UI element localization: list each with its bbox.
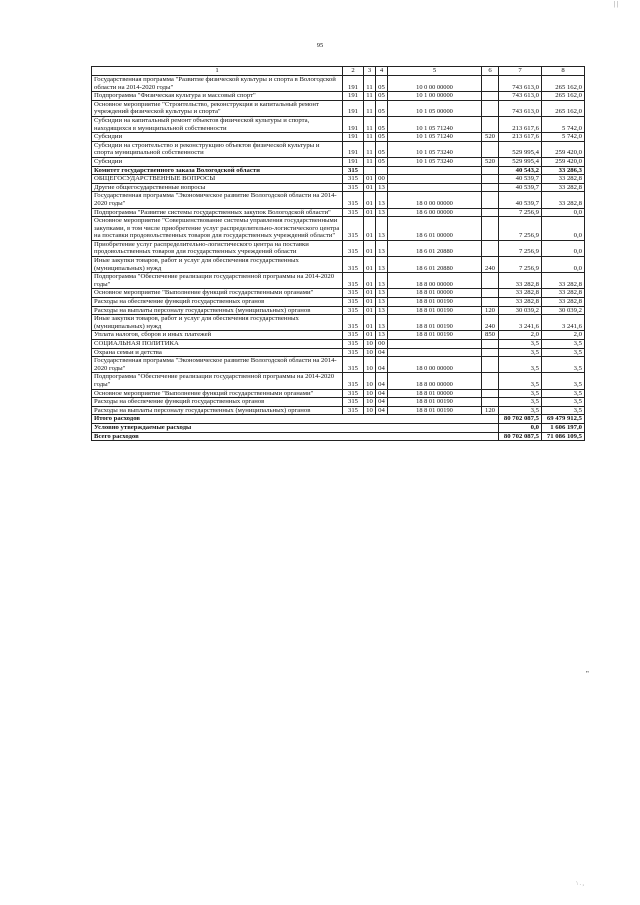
row-amount-2020: 0,0 <box>542 240 585 256</box>
total-amount-2020: 71 086 109,5 <box>542 432 585 441</box>
table-row <box>92 133 585 142</box>
row-code-admin: 315 <box>343 166 364 175</box>
row-code-subsection: 13 <box>376 289 388 298</box>
row-code-admin: 315 <box>343 257 364 273</box>
table-row <box>92 273 585 289</box>
row-code-section: 01 <box>364 240 376 256</box>
table-row <box>92 340 585 349</box>
table-row <box>92 315 585 331</box>
table-row <box>92 183 585 192</box>
row-name: Основное мероприятие "Выполнение функций государственными органами" <box>92 389 343 398</box>
row-amount-2019: 529 995,4 <box>499 157 542 166</box>
row-code-admin: 315 <box>343 273 364 289</box>
row-code-section: 11 <box>364 100 376 116</box>
row-code-type <box>482 357 499 373</box>
header-cell-6: 6 <box>482 67 499 76</box>
row-name: Иные закупки товаров, работ и услуг для обеспечения государственных (муниципальных) нужд <box>92 257 343 273</box>
row-code-section: 01 <box>364 315 376 331</box>
table-row <box>92 331 585 340</box>
row-code-type: 850 <box>482 331 499 340</box>
row-code-section: 01 <box>364 257 376 273</box>
row-code-section: 11 <box>364 92 376 101</box>
row-code-type: 120 <box>482 406 499 415</box>
row-amount-2020: 33 282,8 <box>542 298 585 307</box>
row-code-target: 10 1 05 00000 <box>388 100 482 116</box>
total-row <box>92 415 585 424</box>
header-cell-1: 1 <box>92 67 343 76</box>
row-code-subsection: 05 <box>376 157 388 166</box>
row-code-type <box>482 192 499 208</box>
row-code-target: 18 6 01 20880 <box>388 257 482 273</box>
total-amount-2020: 69 479 912,5 <box>542 415 585 424</box>
row-code-subsection: 13 <box>376 298 388 307</box>
row-code-type <box>482 389 499 398</box>
row-name: Субсидии на строительство и реконструкцию объектов физической культуры и спорта муниципальной собственности <box>92 141 343 157</box>
row-code-section: 01 <box>364 298 376 307</box>
row-code-target <box>388 348 482 357</box>
row-amount-2020: 3,5 <box>542 357 585 373</box>
row-amount-2020: 33 286,3 <box>542 166 585 175</box>
row-code-section: 11 <box>364 76 376 92</box>
row-name: Расходы на обеспечение функций государственных органов <box>92 398 343 407</box>
row-amount-2019: 213 617,6 <box>499 116 542 132</box>
row-code-admin: 315 <box>343 240 364 256</box>
row-code-admin: 315 <box>343 373 364 389</box>
row-code-admin: 191 <box>343 157 364 166</box>
row-amount-2019: 3 241,6 <box>499 315 542 331</box>
row-amount-2020: 3,5 <box>542 340 585 349</box>
row-amount-2020: 3,5 <box>542 398 585 407</box>
row-amount-2019: 213 617,6 <box>499 133 542 142</box>
row-code-target <box>388 183 482 192</box>
row-code-type <box>482 141 499 157</box>
row-code-type: 240 <box>482 257 499 273</box>
row-name: Подпрограмма "Обеспечение реализации государственной программы на 2014-2020 годы" <box>92 373 343 389</box>
header-cell-2: 2 <box>343 67 364 76</box>
row-name: Государственная программа "Экономическое развитие Вологодской области на 2014-2020 годы" <box>92 192 343 208</box>
row-amount-2019: 40 539,7 <box>499 183 542 192</box>
row-code-subsection: 13 <box>376 331 388 340</box>
row-name: СОЦИАЛЬНАЯ ПОЛИТИКА <box>92 340 343 349</box>
row-code-subsection: 04 <box>376 406 388 415</box>
row-code-admin: 315 <box>343 357 364 373</box>
total-amount-2019: 0,0 <box>499 423 542 432</box>
row-code-target: 18 8 01 00190 <box>388 331 482 340</box>
row-code-subsection: 05 <box>376 141 388 157</box>
row-amount-2019: 33 282,8 <box>499 298 542 307</box>
row-code-target <box>388 340 482 349</box>
row-code-subsection: 13 <box>376 306 388 315</box>
row-amount-2019: 743 613,0 <box>499 100 542 116</box>
row-code-admin: 191 <box>343 100 364 116</box>
row-code-target: 18 8 00 00000 <box>388 373 482 389</box>
row-code-section: 10 <box>364 373 376 389</box>
row-name: Приобретение услуг распределительно-логистического центра на поставки продовольственных товаров для государственных учреждений области <box>92 240 343 256</box>
row-code-section: 10 <box>364 406 376 415</box>
row-amount-2019: 40 539,7 <box>499 175 542 184</box>
row-code-section: 01 <box>364 217 376 241</box>
row-name: Государственная программа "Развитие физической культуры и спорта в Вологодской области на 2014-2020 годы" <box>92 76 343 92</box>
row-code-type <box>482 116 499 132</box>
row-code-section: 01 <box>364 331 376 340</box>
table-row <box>92 240 585 256</box>
row-amount-2019: 33 282,8 <box>499 289 542 298</box>
row-amount-2019: 743 613,0 <box>499 92 542 101</box>
row-code-subsection: 04 <box>376 357 388 373</box>
row-code-target: 18 6 01 00000 <box>388 217 482 241</box>
table-row <box>92 289 585 298</box>
table-row <box>92 398 585 407</box>
row-amount-2020: 33 282,8 <box>542 183 585 192</box>
row-code-type <box>482 92 499 101</box>
row-amount-2019: 3,5 <box>499 340 542 349</box>
table-row <box>92 92 585 101</box>
row-code-admin: 191 <box>343 92 364 101</box>
row-code-subsection: 13 <box>376 217 388 241</box>
row-amount-2020: 2,0 <box>542 331 585 340</box>
row-code-type <box>482 273 499 289</box>
header-cell-5: 5 <box>388 67 482 76</box>
row-code-target: 18 8 01 00000 <box>388 389 482 398</box>
row-code-type: 120 <box>482 306 499 315</box>
table-row <box>92 306 585 315</box>
row-code-section: 11 <box>364 116 376 132</box>
row-code-admin: 315 <box>343 348 364 357</box>
row-amount-2020: 5 742,0 <box>542 116 585 132</box>
table-row <box>92 76 585 92</box>
row-code-subsection: 13 <box>376 273 388 289</box>
row-amount-2019: 3,5 <box>499 373 542 389</box>
row-code-section: 10 <box>364 357 376 373</box>
total-amount-2020: 1 606 197,0 <box>542 423 585 432</box>
row-code-admin: 315 <box>343 208 364 217</box>
table-row <box>92 298 585 307</box>
row-code-subsection: 00 <box>376 175 388 184</box>
row-code-admin: 315 <box>343 298 364 307</box>
header-cell-7: 7 <box>499 67 542 76</box>
row-name: Государственная программа "Экономическое развитие Вологодской области на 2014-2020 годы" <box>92 357 343 373</box>
row-amount-2019: 40 539,7 <box>499 192 542 208</box>
row-amount-2019: 3,5 <box>499 357 542 373</box>
row-code-type <box>482 240 499 256</box>
row-code-subsection: 05 <box>376 76 388 92</box>
row-code-admin: 191 <box>343 76 364 92</box>
row-code-subsection: 13 <box>376 257 388 273</box>
row-code-admin: 315 <box>343 398 364 407</box>
row-amount-2019: 3,5 <box>499 348 542 357</box>
row-amount-2019: 7 256,9 <box>499 240 542 256</box>
row-code-section: 11 <box>364 157 376 166</box>
row-code-type <box>482 217 499 241</box>
row-code-target: 10 0 00 00000 <box>388 76 482 92</box>
row-code-admin: 315 <box>343 406 364 415</box>
row-code-target: 18 0 00 00000 <box>388 192 482 208</box>
row-name: Основное мероприятие "Совершенствование системы управления государственными закупками, в том числе приобретение услуг распределительно-логистического центра на поставки продовольственных товаров для государственных учреждений области" <box>92 217 343 241</box>
row-code-section: 11 <box>364 141 376 157</box>
row-code-admin: 315 <box>343 183 364 192</box>
row-amount-2020: 3,5 <box>542 348 585 357</box>
row-code-target: 18 0 00 00000 <box>388 357 482 373</box>
corner-mark: | | <box>613 0 618 8</box>
row-name: Подпрограмма "Физическая культура и массовый спорт" <box>92 92 343 101</box>
row-amount-2020: 3 241,6 <box>542 315 585 331</box>
bottom-mark: \ . , <box>576 881 584 887</box>
row-code-subsection: 13 <box>376 240 388 256</box>
row-code-section: 01 <box>364 208 376 217</box>
row-amount-2020: 265 162,0 <box>542 76 585 92</box>
row-amount-2020: 33 282,8 <box>542 175 585 184</box>
row-code-type <box>482 175 499 184</box>
row-name: Основное мероприятие "Строительство, реконструкция и капитальный ремонт учреждений физической культуры и спорта" <box>92 100 343 116</box>
row-code-subsection: 13 <box>376 315 388 331</box>
row-code-target: 10 1 05 71240 <box>388 133 482 142</box>
budget-table-body <box>92 67 585 441</box>
table-row <box>92 389 585 398</box>
row-name: Комитет государственного заказа Вологодской области <box>92 166 343 175</box>
row-amount-2019: 743 613,0 <box>499 76 542 92</box>
row-code-admin: 315 <box>343 175 364 184</box>
row-code-admin: 315 <box>343 289 364 298</box>
table-row <box>92 348 585 357</box>
header-row <box>92 67 585 76</box>
row-amount-2020: 259 420,0 <box>542 157 585 166</box>
row-name: Расходы на выплаты персоналу государственных (муниципальных) органов <box>92 306 343 315</box>
row-code-type <box>482 183 499 192</box>
row-code-target: 18 8 01 00190 <box>388 398 482 407</box>
row-code-target <box>388 175 482 184</box>
row-code-type: 520 <box>482 157 499 166</box>
row-code-target: 18 8 01 00190 <box>388 315 482 331</box>
row-code-subsection: 04 <box>376 373 388 389</box>
row-name: Охрана семьи и детства <box>92 348 343 357</box>
row-code-type <box>482 166 499 175</box>
row-code-subsection: 04 <box>376 389 388 398</box>
row-name: Основное мероприятие "Выполнение функций государственными органами" <box>92 289 343 298</box>
row-code-admin: 315 <box>343 306 364 315</box>
total-row <box>92 423 585 432</box>
row-code-subsection <box>376 166 388 175</box>
row-name: Субсидии <box>92 157 343 166</box>
row-code-type: 520 <box>482 133 499 142</box>
row-code-type <box>482 76 499 92</box>
header-cell-3: 3 <box>364 67 376 76</box>
row-amount-2020: 3,5 <box>542 389 585 398</box>
budget-table <box>91 66 585 441</box>
row-code-subsection: 05 <box>376 133 388 142</box>
row-code-target: 18 6 01 20880 <box>388 240 482 256</box>
row-code-subsection: 13 <box>376 183 388 192</box>
total-amount-2019: 80 702 087,5 <box>499 432 542 441</box>
total-label: Итого расходов <box>92 415 499 424</box>
row-name: Иные закупки товаров, работ и услуг для обеспечения государственных (муниципальных) нужд <box>92 315 343 331</box>
row-code-type <box>482 298 499 307</box>
total-label: Условно утверждаемые расходы <box>92 423 499 432</box>
row-amount-2020: 265 162,0 <box>542 92 585 101</box>
row-code-subsection: 05 <box>376 116 388 132</box>
row-code-section: 01 <box>364 306 376 315</box>
row-code-section: 10 <box>364 340 376 349</box>
header-cell-8: 8 <box>542 67 585 76</box>
total-row <box>92 432 585 441</box>
row-code-admin: 315 <box>343 315 364 331</box>
row-name: Уплата налогов, сборов и иных платежей <box>92 331 343 340</box>
row-code-subsection: 05 <box>376 100 388 116</box>
row-amount-2020: 0,0 <box>542 208 585 217</box>
row-code-target <box>388 166 482 175</box>
row-code-admin: 191 <box>343 116 364 132</box>
row-amount-2020: 33 282,8 <box>542 192 585 208</box>
header-cell-4: 4 <box>376 67 388 76</box>
table-row <box>92 166 585 175</box>
row-code-target: 18 8 01 00000 <box>388 289 482 298</box>
row-code-subsection: 04 <box>376 398 388 407</box>
row-code-section: 10 <box>364 348 376 357</box>
row-code-target: 18 8 00 00000 <box>388 273 482 289</box>
row-amount-2020: 259 420,0 <box>542 141 585 157</box>
row-amount-2019: 3,5 <box>499 406 542 415</box>
table-row <box>92 406 585 415</box>
row-code-section: 10 <box>364 389 376 398</box>
row-code-section <box>364 166 376 175</box>
row-amount-2020: 30 039,2 <box>542 306 585 315</box>
row-code-target: 18 6 00 00000 <box>388 208 482 217</box>
row-code-type: 240 <box>482 315 499 331</box>
row-amount-2020: 3,5 <box>542 373 585 389</box>
row-name: Расходы на выплаты персоналу государственных (муниципальных) органов <box>92 406 343 415</box>
row-name: ОБЩЕГОСУДАРСТВЕННЫЕ ВОПРОСЫ <box>92 175 343 184</box>
row-code-subsection: 05 <box>376 92 388 101</box>
row-code-section: 10 <box>364 398 376 407</box>
row-name: Подпрограмма "Обеспечение реализации государственной программы на 2014-2020 годы" <box>92 273 343 289</box>
row-code-section: 01 <box>364 175 376 184</box>
table-row <box>92 175 585 184</box>
row-amount-2019: 33 282,8 <box>499 273 542 289</box>
row-code-admin: 191 <box>343 141 364 157</box>
row-code-type <box>482 398 499 407</box>
row-amount-2019: 2,0 <box>499 331 542 340</box>
table-row <box>92 217 585 241</box>
closing-quote: " <box>586 670 589 678</box>
page-number: 95 <box>316 42 324 49</box>
row-code-admin: 315 <box>343 331 364 340</box>
row-amount-2019: 7 256,9 <box>499 208 542 217</box>
row-code-target: 10 1 05 73240 <box>388 157 482 166</box>
total-amount-2019: 80 702 087,5 <box>499 415 542 424</box>
row-amount-2020: 3,5 <box>542 406 585 415</box>
row-name: Субсидии <box>92 133 343 142</box>
row-code-target: 10 1 05 73240 <box>388 141 482 157</box>
row-code-admin: 315 <box>343 192 364 208</box>
row-code-admin: 315 <box>343 340 364 349</box>
row-code-section: 01 <box>364 289 376 298</box>
table-row <box>92 157 585 166</box>
table-row <box>92 100 585 116</box>
row-code-subsection: 04 <box>376 348 388 357</box>
row-code-target: 18 8 01 00190 <box>388 298 482 307</box>
row-amount-2019: 7 256,9 <box>499 217 542 241</box>
row-amount-2019: 40 543,2 <box>499 166 542 175</box>
row-amount-2019: 3,5 <box>499 398 542 407</box>
row-code-type <box>482 289 499 298</box>
row-name: Другие общегосударственные вопросы <box>92 183 343 192</box>
row-code-type <box>482 373 499 389</box>
row-code-type <box>482 348 499 357</box>
row-amount-2019: 30 039,2 <box>499 306 542 315</box>
table-row <box>92 192 585 208</box>
table-row <box>92 373 585 389</box>
row-code-type <box>482 340 499 349</box>
table-row <box>92 257 585 273</box>
total-label: Всего расходов <box>92 432 499 441</box>
row-code-subsection: 13 <box>376 192 388 208</box>
row-name: Подпрограмма "Развитие системы государственных закупок Вологодской области" <box>92 208 343 217</box>
row-code-type <box>482 208 499 217</box>
table-row <box>92 116 585 132</box>
table-row <box>92 208 585 217</box>
row-code-section: 01 <box>364 183 376 192</box>
table-row <box>92 357 585 373</box>
row-code-section: 01 <box>364 273 376 289</box>
row-amount-2019: 3,5 <box>499 389 542 398</box>
row-amount-2020: 265 162,0 <box>542 100 585 116</box>
row-name: Расходы на обеспечение функций государственных органов <box>92 298 343 307</box>
budget-table-container <box>91 66 584 441</box>
row-code-admin: 191 <box>343 133 364 142</box>
row-code-admin: 315 <box>343 217 364 241</box>
row-amount-2020: 33 282,8 <box>542 273 585 289</box>
row-code-target: 18 8 01 00190 <box>388 406 482 415</box>
row-amount-2020: 0,0 <box>542 257 585 273</box>
row-amount-2020: 5 742,0 <box>542 133 585 142</box>
table-row <box>92 141 585 157</box>
row-amount-2019: 529 995,4 <box>499 141 542 157</box>
row-code-section: 01 <box>364 192 376 208</box>
row-code-admin: 315 <box>343 389 364 398</box>
row-code-type <box>482 100 499 116</box>
row-amount-2019: 7 256,9 <box>499 257 542 273</box>
row-code-target: 10 1 00 00000 <box>388 92 482 101</box>
row-code-subsection: 13 <box>376 208 388 217</box>
row-name: Субсидии на капитальный ремонт объектов физической культуры и спорта, находящихся в муниципальной собственности <box>92 116 343 132</box>
row-amount-2020: 33 282,8 <box>542 289 585 298</box>
row-code-target: 18 8 01 00190 <box>388 306 482 315</box>
row-amount-2020: 0,0 <box>542 217 585 241</box>
row-code-subsection: 00 <box>376 340 388 349</box>
row-code-section: 11 <box>364 133 376 142</box>
row-code-target: 10 1 05 71240 <box>388 116 482 132</box>
